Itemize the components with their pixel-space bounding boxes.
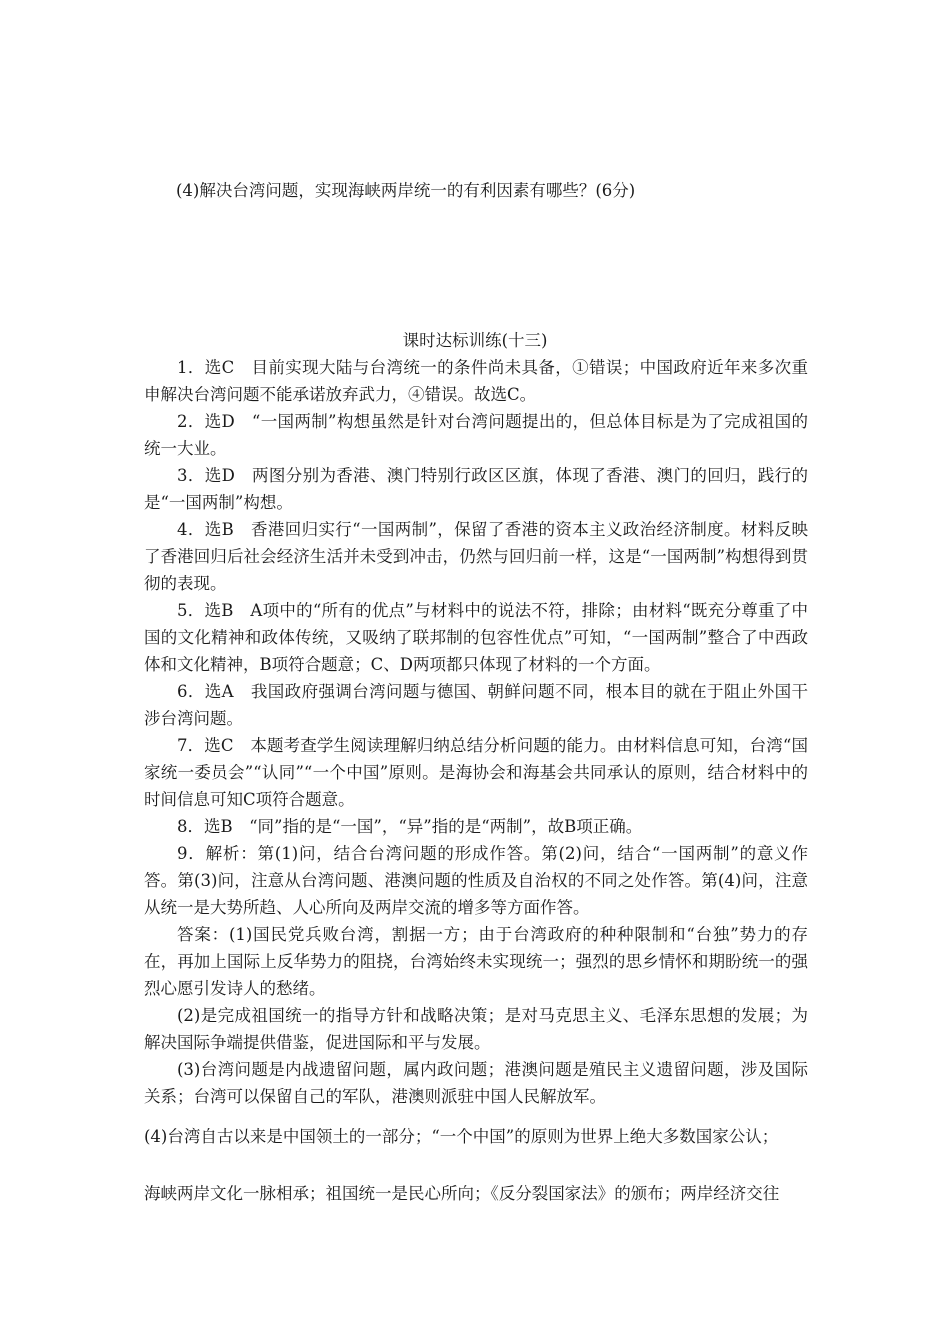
answer-9-part3: (3)台湾问题是内战遗留问题，属内政问题；港澳问题是殖民主义遗留问题，涉及国际关系；台湾可以保留自己的军队，港澳则派驻中国人民解放军。: [144, 1060, 808, 1106]
answer-9-part4-line2: 海峡两岸文化一脉相承；祖国统一是民心所向；《反分裂国家法》的颁布；两岸经济交往: [144, 1184, 780, 1203]
answer-9-part2: (2)是完成祖国统一的指导方针和战略决策；是对马克思主义、毛泽东思想的发展；为解决国际争端提供借鉴，促进国际和平与发展。: [144, 1006, 808, 1052]
answer-9-part1: 答案：(1)国民党兵败台湾，割据一方；由于台湾政府的种种限制和“台独”势力的存在，再加上国际上反华势力的阻挠，台湾始终未实现统一；强烈的思乡情怀和期盼统一的强烈心愿引发诗人的愁绪。: [144, 925, 808, 998]
answer-1: 1．选C 目前实现大陆与台湾统一的条件尚未具备，①错误；中国政府近年来多次重申解决台湾问题不能承诺放弃武力，④错误。故选C。: [144, 358, 808, 404]
answer-2: 2．选D “一国两制”构想虽然是针对台湾问题提出的，但总体目标是为了完成祖国的统一大业。: [144, 412, 808, 458]
question-4: (4)解决台湾问题，实现海峡两岸统一的有利因素有哪些？(6分): [176, 181, 636, 200]
answer-7: 7．选C 本题考查学生阅读理解归纳总结分析问题的能力。由材料信息可知，台湾“国家统一委员会”“认同”“一个中国”原则。是海协会和海基会共同承认的原则，结合材料中的时间信息可知C项符合题意。: [144, 736, 808, 809]
answer-4: 4．选B 香港回归实行“一国两制”，保留了香港的资本主义政治经济制度。材料反映了香港回归后社会经济生活并未受到冲击，仍然与回归前一样，这是“一国两制”构想得到贯彻的表现。: [144, 520, 808, 593]
answer-title: 课时达标训练(十三): [402, 331, 548, 350]
answer-3: 3．选D 两图分别为香港、澳门特别行政区区旗，体现了香港、澳门的回归，践行的是“一国两制”构想。: [144, 466, 808, 512]
answer-body: [144, 354, 808, 1110]
answer-8: 8．选B “同”指的是“一国”，“异”指的是“两制”，故B项正确。: [177, 817, 643, 836]
answer-5: 5．选B A项中的“所有的优点”与材料中的说法不符，排除；由材料“既充分尊重了中国的文化精神和政体传统，又吸纳了联邦制的包容性优点”可知，“一国两制”整合了中西政体和文化精神，B项符合题意；C、D两项都只体现了材料的一个方面。: [144, 601, 808, 674]
answer-6: 6．选A 我国政府强调台湾问题与德国、朝鲜问题不同，根本目的就在于阻止外国干涉台湾问题。: [144, 682, 808, 728]
answer-9-analysis: 9．解析：第(1)问，结合台湾问题的形成作答。第(2)问，结合“一国两制”的意义作答。第(3)问，注意从台湾问题、港澳问题的性质及自治权的不同之处作答。第(4)问，注意从统一是大势所趋、人心所向及两岸交流的增多等方面作答。: [144, 844, 808, 917]
answer-9-part4-line1: (4)台湾自古以来是中国领土的一部分；“一个中国”的原则为世界上绝大多数国家公认；: [144, 1127, 779, 1146]
